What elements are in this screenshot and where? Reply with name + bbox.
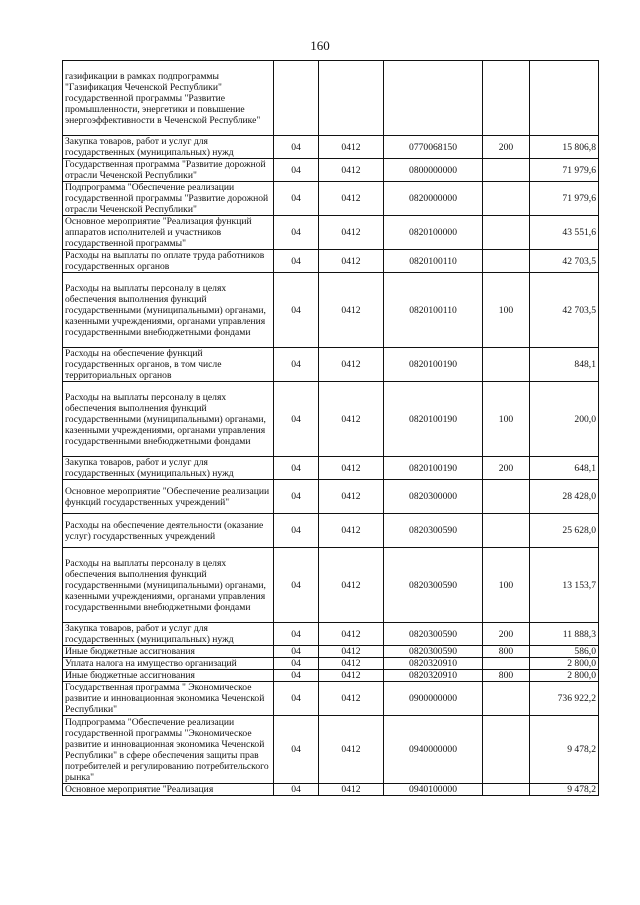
row-section-code: 0412 <box>319 514 384 548</box>
row-chapter-code: 04 <box>274 646 319 658</box>
table-row <box>63 658 599 670</box>
table-row <box>63 457 599 480</box>
row-section-code: 0412 <box>319 548 384 623</box>
row-amount: 9 478,2 <box>530 784 599 796</box>
row-target-article: 0820320910 <box>384 658 483 670</box>
budget-table-body <box>63 61 599 796</box>
row-target-article: 0820300000 <box>384 480 483 514</box>
row-expense-type <box>483 61 530 136</box>
row-target-article: 0940100000 <box>384 784 483 796</box>
table-row <box>63 548 599 623</box>
row-chapter-code: 04 <box>274 548 319 623</box>
row-chapter-code: 04 <box>274 457 319 480</box>
row-expense-type <box>483 682 530 716</box>
row-amount: 25 628,0 <box>530 514 599 548</box>
row-chapter-code <box>274 61 319 136</box>
row-description: Иные бюджетные ассигнования <box>63 670 274 682</box>
row-description: Основное мероприятие "Реализация функций аппаратов исполнителей и участников государственной программы" <box>63 216 274 250</box>
row-expense-type <box>483 182 530 216</box>
row-description: Основное мероприятие "Реализация <box>63 784 274 796</box>
row-description: Расходы на выплаты персоналу в целях обеспечения выполнения функций государственными (муниципальными) органами, казенными учреждениями, органами управления государственными внебюджетными фондами <box>63 382 274 457</box>
table-row <box>63 382 599 457</box>
row-expense-type: 100 <box>483 382 530 457</box>
table-row <box>63 250 599 273</box>
row-chapter-code: 04 <box>274 382 319 457</box>
row-section-code: 0412 <box>319 136 384 159</box>
row-target-article: 0820100110 <box>384 273 483 348</box>
row-section-code: 0412 <box>319 480 384 514</box>
row-description: Расходы на выплаты персоналу в целях обеспечения выполнения функций государственными (муниципальными) органами, казенными учреждениями, органами управления государственными внебюджетными фондами <box>63 273 274 348</box>
row-expense-type <box>483 348 530 382</box>
row-section-code <box>319 61 384 136</box>
row-description: Подпрограмма "Обеспечение реализации государственной программы "Развитие дорожной отрасли Чеченской Республики" <box>63 182 274 216</box>
budget-table <box>62 60 599 796</box>
row-expense-type <box>483 514 530 548</box>
row-amount: 71 979,6 <box>530 159 599 182</box>
table-row <box>63 716 599 784</box>
row-target-article: 0820100190 <box>384 382 483 457</box>
row-amount: 2 800,0 <box>530 670 599 682</box>
row-chapter-code: 04 <box>274 159 319 182</box>
row-section-code: 0412 <box>319 273 384 348</box>
table-row <box>63 682 599 716</box>
table-row <box>63 159 599 182</box>
row-chapter-code: 04 <box>274 216 319 250</box>
row-chapter-code: 04 <box>274 273 319 348</box>
row-description: Закупка товаров, работ и услуг для государственных (муниципальных) нужд <box>63 623 274 646</box>
row-chapter-code: 04 <box>274 182 319 216</box>
row-description: Иные бюджетные ассигнования <box>63 646 274 658</box>
row-section-code: 0412 <box>319 382 384 457</box>
row-description: Закупка товаров, работ и услуг для государственных (муниципальных) нужд <box>63 457 274 480</box>
row-section-code: 0412 <box>319 670 384 682</box>
row-description: Основное мероприятие "Обеспечение реализации функций государственных учреждений" <box>63 480 274 514</box>
row-expense-type <box>483 716 530 784</box>
row-target-article: 0820100190 <box>384 457 483 480</box>
row-amount: 736 922,2 <box>530 682 599 716</box>
row-target-article: 0820100190 <box>384 348 483 382</box>
row-target-article: 0820000000 <box>384 182 483 216</box>
row-expense-type: 200 <box>483 136 530 159</box>
row-section-code: 0412 <box>319 646 384 658</box>
row-target-article: 0820100110 <box>384 250 483 273</box>
table-row <box>63 61 599 136</box>
row-section-code: 0412 <box>319 623 384 646</box>
row-chapter-code: 04 <box>274 784 319 796</box>
row-target-article: 0820300590 <box>384 623 483 646</box>
row-description: Подпрограмма "Обеспечение реализации государственной программы "Экономическое развитие и инновационная экономика Чеченской Республики" в сфере обеспечения защиты прав потребителей и регулированию потребительского рынка" <box>63 716 274 784</box>
row-expense-type: 100 <box>483 548 530 623</box>
row-section-code: 0412 <box>319 182 384 216</box>
row-expense-type: 100 <box>483 273 530 348</box>
row-target-article: 0940000000 <box>384 716 483 784</box>
row-section-code: 0412 <box>319 457 384 480</box>
row-expense-type <box>483 250 530 273</box>
row-description: Уплата налога на имущество организаций <box>63 658 274 670</box>
row-chapter-code: 04 <box>274 348 319 382</box>
row-target-article: 0820320910 <box>384 670 483 682</box>
table-row <box>63 216 599 250</box>
row-amount: 71 979,6 <box>530 182 599 216</box>
row-description: Расходы на обеспечение деятельности (оказание услуг) государственных учреждений <box>63 514 274 548</box>
table-row <box>63 646 599 658</box>
row-chapter-code: 04 <box>274 136 319 159</box>
row-target-article: 0820300590 <box>384 548 483 623</box>
row-chapter-code: 04 <box>274 514 319 548</box>
row-section-code: 0412 <box>319 784 384 796</box>
row-amount: 586,0 <box>530 646 599 658</box>
row-amount: 43 551,6 <box>530 216 599 250</box>
row-description: Государственная программа "Развитие дорожной отрасли Чеченской Республики" <box>63 159 274 182</box>
table-row <box>63 623 599 646</box>
row-amount: 200,0 <box>530 382 599 457</box>
row-chapter-code: 04 <box>274 682 319 716</box>
row-section-code: 0412 <box>319 682 384 716</box>
row-amount: 42 703,5 <box>530 273 599 348</box>
row-chapter-code: 04 <box>274 480 319 514</box>
row-amount: 648,1 <box>530 457 599 480</box>
row-expense-type <box>483 216 530 250</box>
row-expense-type: 200 <box>483 457 530 480</box>
row-description: Расходы на выплаты персоналу в целях обеспечения выполнения функций государственными (муниципальными) органами, казенными учреждениями, органами управления государственными внебюджетными фондами <box>63 548 274 623</box>
row-description: Расходы на выплаты по оплате труда работников государственных органов <box>63 250 274 273</box>
row-amount <box>530 61 599 136</box>
row-expense-type <box>483 159 530 182</box>
row-amount: 11 888,3 <box>530 623 599 646</box>
row-expense-type: 800 <box>483 646 530 658</box>
page-number: 160 <box>310 38 330 53</box>
row-target-article: 0820300590 <box>384 514 483 548</box>
row-target-article: 0820300590 <box>384 646 483 658</box>
row-description: Расходы на обеспечение функций государственных органов, в том числе территориальных органов <box>63 348 274 382</box>
row-description: газификации в рамках подпрограммы "Газификация Чеченской Республики" государственной программы "Развитие промышленности, энергетики и повышение энергоэффективности в Чеченской Республике" <box>63 61 274 136</box>
row-target-article <box>384 61 483 136</box>
row-chapter-code: 04 <box>274 623 319 646</box>
table-row <box>63 182 599 216</box>
row-target-article: 0900000000 <box>384 682 483 716</box>
table-row <box>63 784 599 796</box>
row-section-code: 0412 <box>319 658 384 670</box>
row-expense-type <box>483 480 530 514</box>
row-amount: 42 703,5 <box>530 250 599 273</box>
row-expense-type <box>483 658 530 670</box>
row-expense-type: 800 <box>483 670 530 682</box>
row-description: Государственная программа " Экономическое развитие и инновационная экономика Чеченской Республики" <box>63 682 274 716</box>
table-row <box>63 514 599 548</box>
row-section-code: 0412 <box>319 159 384 182</box>
row-amount: 2 800,0 <box>530 658 599 670</box>
row-chapter-code: 04 <box>274 670 319 682</box>
row-section-code: 0412 <box>319 716 384 784</box>
row-amount: 9 478,2 <box>530 716 599 784</box>
row-description: Закупка товаров, работ и услуг для государственных (муниципальных) нужд <box>63 136 274 159</box>
row-amount: 848,1 <box>530 348 599 382</box>
row-target-article: 0800000000 <box>384 159 483 182</box>
row-expense-type: 200 <box>483 623 530 646</box>
table-row <box>63 273 599 348</box>
row-amount: 15 806,8 <box>530 136 599 159</box>
row-chapter-code: 04 <box>274 716 319 784</box>
table-row <box>63 348 599 382</box>
row-expense-type <box>483 784 530 796</box>
table-row <box>63 480 599 514</box>
row-section-code: 0412 <box>319 348 384 382</box>
table-row <box>63 136 599 159</box>
row-chapter-code: 04 <box>274 658 319 670</box>
row-chapter-code: 04 <box>274 250 319 273</box>
row-target-article: 0770068150 <box>384 136 483 159</box>
row-amount: 28 428,0 <box>530 480 599 514</box>
row-target-article: 0820100000 <box>384 216 483 250</box>
row-amount: 13 153,7 <box>530 548 599 623</box>
table-row <box>63 670 599 682</box>
row-section-code: 0412 <box>319 250 384 273</box>
row-section-code: 0412 <box>319 216 384 250</box>
